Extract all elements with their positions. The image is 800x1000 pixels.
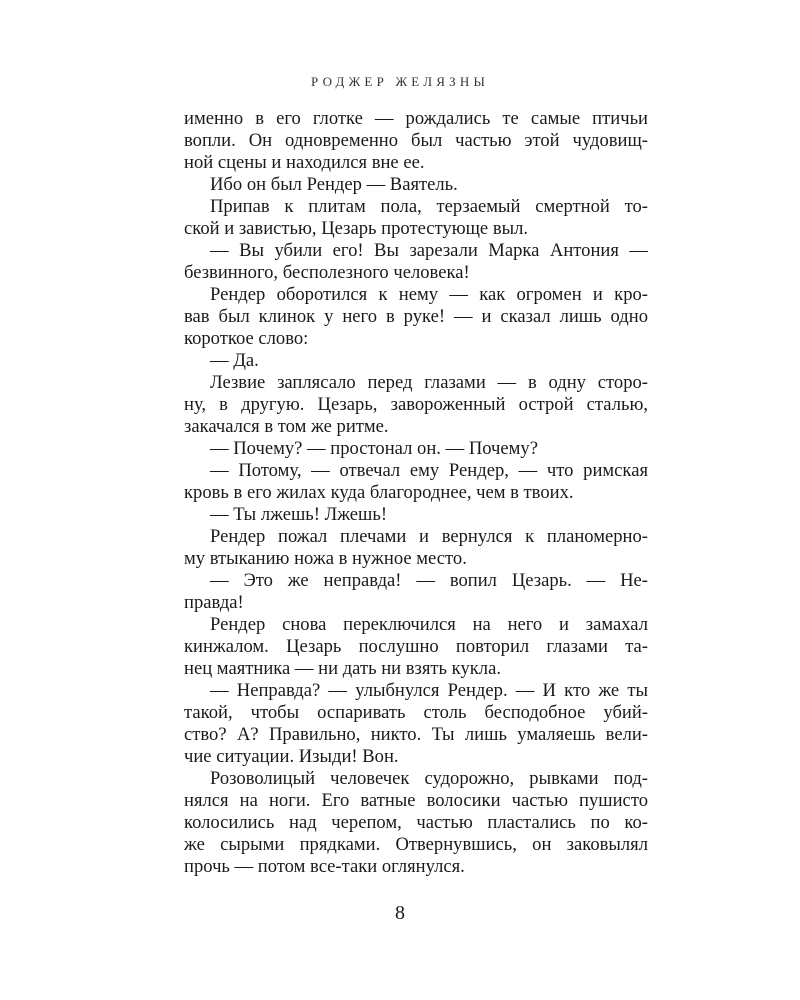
running-header: РОДЖЕР ЖЕЛЯЗНЫ — [310, 74, 489, 89]
text-line: колосились над черепом, частью пластались по ко- — [184, 812, 648, 833]
text-line: нец маятника — ни дать ни взять кукла. — [184, 658, 501, 679]
text-line: Ибо он был Рендер — Ваятель. — [210, 174, 458, 195]
text-line: Рендер пожал плечами и вернулся к планомерно- — [210, 526, 648, 547]
text-line: кровь в его жилах куда благороднее, чем в твоих. — [184, 482, 574, 503]
text-line: ство? А? Правильно, никто. Ты лишь умаляешь вели- — [184, 724, 648, 745]
text-line: же сырыми прядками. Отвернувшись, он заковылял — [184, 834, 648, 855]
text-line: — Да. — [210, 350, 259, 371]
text-line: чие ситуации. Изыди! Вон. — [184, 746, 399, 767]
text-line: ской и завистью, Цезарь протестующе выл. — [184, 218, 529, 239]
text-line: му втыканию ножа в нужное место. — [184, 548, 467, 569]
text-line: именно в его глотке — рождались те самые птичьи — [184, 108, 648, 129]
text-line: ну, в другую. Цезарь, завороженный острой сталью, — [184, 394, 648, 415]
text-line: — Вы убили его! Вы зарезали Марка Антония — — [210, 240, 648, 261]
text-line: короткое слово: — [184, 328, 309, 349]
text-line: вопли. Он одновременно был частью этой чудовищ- — [184, 130, 648, 151]
text-line: закачался в том же ритме. — [184, 416, 389, 437]
text-line: Припав к плитам пола, терзаемый смертной то- — [210, 196, 648, 217]
text-line: Лезвие заплясало перед глазами — в одну сторо- — [210, 372, 648, 393]
text-line: — Это же неправда! — вопил Цезарь. — Не- — [210, 570, 648, 591]
text-line: Рендер снова переключился на него и замахал — [210, 614, 648, 635]
text-line: — Почему? — простонал он. — Почему? — [210, 438, 538, 459]
text-line: Розоволицый человечек судорожно, рывками под- — [210, 768, 648, 789]
body-text — [184, 108, 648, 878]
text-line: — Неправда? — улыбнулся Рендер. — И кто же ты — [210, 680, 648, 701]
text-line: Рендер оборотился к нему — как огромен и кро- — [210, 284, 648, 305]
text-line: вав был клинок у него в руке! — и сказал лишь одно — [184, 306, 648, 327]
text-line: такой, чтобы оспаривать столь бесподобное убий- — [184, 702, 648, 723]
text-line: безвинного, бесполезного человека! — [184, 262, 470, 283]
text-line: нялся на ноги. Его ватные волосики частью пушисто — [184, 790, 648, 811]
page-number: 8 — [395, 902, 405, 924]
text-line: прочь — потом все-таки оглянулся. — [184, 856, 465, 877]
text-line: — Потому, — отвечал ему Рендер, — что римская — [210, 460, 648, 481]
text-line: кинжалом. Цезарь послушно повторил глазами та- — [184, 636, 648, 657]
text-line: ной сцены и находился вне ее. — [184, 152, 425, 173]
text-line: — Ты лжешь! Лжешь! — [210, 504, 388, 525]
text-line: правда! — [184, 592, 244, 613]
